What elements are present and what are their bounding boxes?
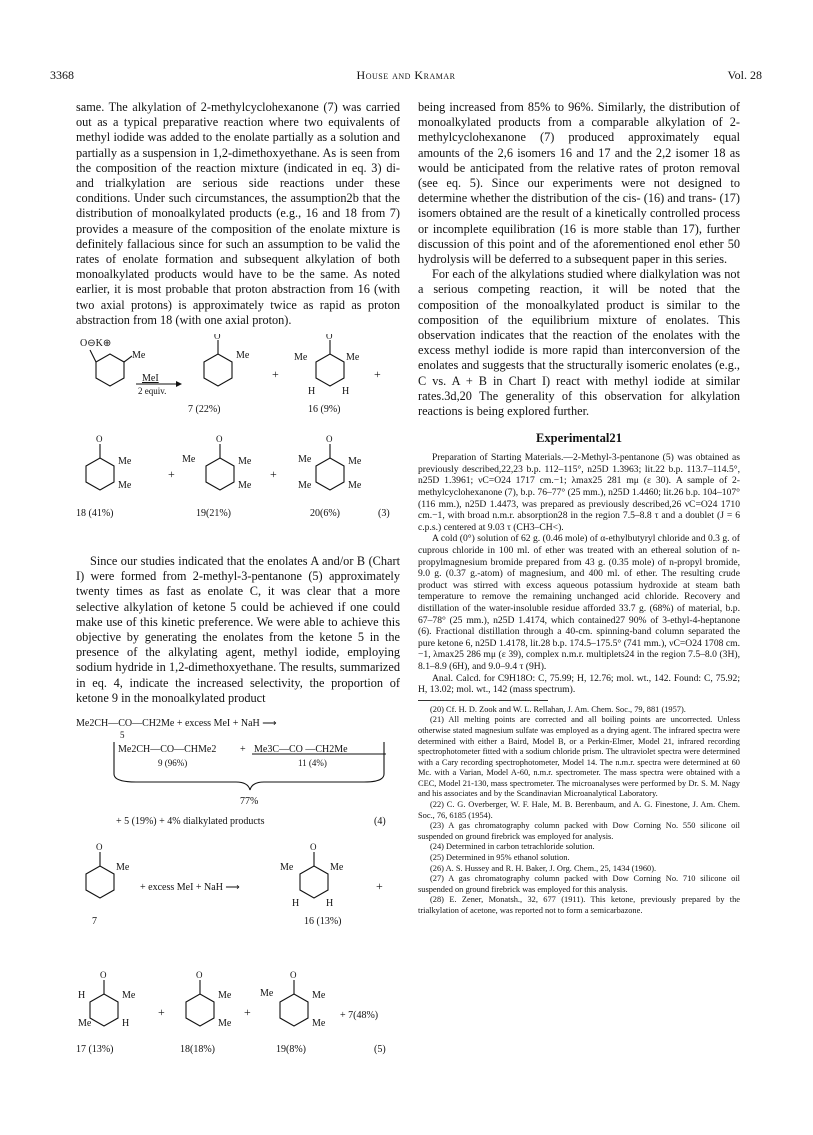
left-paragraph-2: Since our studies indicated that the enolates A and/or B (Chart I) were formed from 2-methyl-3-pentanone (5) approximately twenty times as fast as enolate C, it was clear that a more selective alkylation of ketone 5 could be achieved if one could make use of this kinetic preference. We were able to achieve this objective by generating the enolates from the ketone 5 in the presence of the alkylating agent, methyl iodide, employing sodium hydride in 1,2-dimethoxyethane. The results, summarized in eq. 4, indicate the increased selectivity, the proportion of ketone 9 in the monoalkylated product (76, 554, 400, 705)
footnote: (27) A gas chromatography column packed with Dow Corning No. 710 silicone oil suspended on ground firebrick was employed for this analysis. (418, 874, 740, 894)
eq5-product-18: 18(18%) (180, 1044, 215, 1056)
svg-text:Me: Me (260, 988, 274, 1000)
equation-3-scheme (76, 334, 400, 552)
svg-text:Me: Me (312, 990, 326, 1002)
eq5-product-16: 16 (13%) (304, 916, 342, 928)
eq4-total: 77% (240, 796, 259, 808)
svg-text:Me: Me (218, 1018, 232, 1030)
experimental-section (418, 452, 740, 695)
svg-text:Me: Me (312, 1018, 326, 1030)
svg-text:Me: Me (348, 480, 362, 492)
equation-4-scheme (76, 714, 400, 832)
svg-text:+: + (168, 467, 175, 482)
footnote: (20) Cf. H. D. Zook and W. L. Rellahan, J. Am. Chem. Soc., 79, 881 (1957). (430, 704, 686, 714)
experimental-paragraph-2: A cold (0°) solution of 62 g. (0.46 mole) of α-ethylbutyryl chloride and 0.3 g. of cuprous chloride in 100 ml. of ether was treated with an ethereal solution of n-propylmagnesium bromide prepared from 43 g. (0.35 mole) of n-propyl bromide, 9.0 g. (0.37 g.-atom) of magnesium, and 400 ml. of ether. The resulting crude product was stirred with excess aqueous potassium hydroxide at steam bath temperature to remove the remaining unchanged acid chloride. Recovery and distillation of the water-insoluble residue afforded 33.7 g. (68%) of material, b.p. 67–78° (25 mm.), n25D 1.4174, which contained27 90% of 3-ethyl-4-heptanone (6). Fractional distillation through a 40-cm. spinning-band column separated the pure ketone 6, n25D 1.4178, lit.28 b.p. 174.5–175.5° (741 mm.), νC=O24 1708 cm.−1, λmax25 286 mμ (ε 39), complex n.m.r. multiplets24 in the region 7.5–8.0 (3H), 8.1–8.9 (6H), and 9.0–9.4 τ (9H). (418, 533, 740, 672)
eq4-product-9: Me2CH—CO—CHMe2 (118, 744, 217, 756)
footnote: (21) All melting points are corrected and all boiling points are uncorrected. Unless otherwise stated magnesium sulfate was employed as a drying agent. The infrared spectra were determined with either a Baird, Model B, or a Perkin-Elmer, Model 21, infrared recording spectrophotometer fitted with a sodium chloride prism. The ultraviolet spectra were determined with a Cary recording spectrophotometer, Model 14. The n.m.r. spectra were determined at 60 Mc. with a Varian, Model A-60, n.m.r. spectrometer. The mass spectra were obtained with a CEC, Model 21-130, mass spectrometer. The microanalyses were performed by Dr. S. M. Nagy and his associates and by the Scandinavian Microanalytical Laboratory. (418, 715, 740, 799)
reagent-equiv: 2 equiv. (138, 386, 167, 397)
eq4-line1: Me2CH—CO—CH2Me + excess MeI + NaH ⟶ (76, 718, 277, 730)
right-paragraph-1: being increased from 85% to 96%. Similarly, the distribution of monoalkylated products from a comparable alkylation of 2-methylcyclohexanone (7) produced approximately equal amounts of the 2,6 isomers 16 and 17 and the 2,2 isomer 18 as would be anticipated from the relative rates of proton removal (see eq. 5). Since our experiments were not designed to determine whether the distribution of the cis- (16) and trans- (17) isomers obtained are the result of a kinetically controlled process or incomplete equilibration (16 is more stable than 17), further discussion of this point and of the aforementioned enol ether 50 hydrolysis will be deferred to a subsequent paper in this series. (418, 100, 740, 267)
svg-text:Me: Me (132, 350, 146, 362)
svg-text:O: O (326, 434, 333, 445)
svg-text:Me: Me (122, 990, 136, 1002)
eq4-product-11: Me3C—CO —CH2Me (254, 744, 348, 756)
svg-text:H: H (326, 898, 334, 910)
page-number: 3368 (50, 68, 74, 82)
compound-19: 19(21%) (196, 508, 231, 520)
svg-text:H: H (122, 1018, 130, 1030)
svg-text:+: + (158, 1005, 165, 1020)
footnote: (25) Determined in 95% ethanol solution. (430, 853, 570, 863)
eq4-yield-9: 9 (96%) (158, 758, 188, 769)
svg-text:+: + (240, 744, 246, 756)
svg-text:Me: Me (238, 456, 252, 468)
eq4-yield-11: 11 (4%) (298, 758, 327, 769)
svg-text:+: + (376, 879, 383, 894)
left-paragraph-1: same. The alkylation of 2-methylcyclohexanone (7) was carried out as a typical preparative reaction where two equivalents of methyl iodide was added to the enolate partially as a solution and partially as a suspension in 1,2-dimethoxyethane. As is seen from the composition of the reaction mixture (indicated in eq. 3) di- and trialkylation are serious side reactions under these conditions. Under such circumstances, the assumption2b that the distribution of monoalkylated products (e.g., 16 and 18 from 7) provides a measure of the composition of the enolate mixture is definitely fallacious since for such an assumption to be valid the rates of enolate formation and subsequent alkylation of both monoalkylated products would have to be the same. As noted earlier, it is most probable that proton abstraction from 16 (with two axial protons) is approximately twice as rapid as proton abstraction from 18 (with one axial proton). (76, 100, 400, 327)
running-title: House and Kramar (356, 68, 456, 82)
eq5-reagents: + excess MeI + NaH ⟶ (140, 882, 240, 894)
experimental-paragraph-1: Preparation of Starting Materials.—2-Methyl-3-pentanone (5) was obtained as previously described,22,23 b.p. 112–115°, n25D 1.3963; lit.22 b.p. 113.7–114.5°, n25D 1.3961; νC=O24 1717 cm.−1; λmax25 281 mμ (ε 30). A sample of 2-methylcyclohexanone (7), b.p. 76–77° (25 mm.), n25D 1.4460; lit.26 b.p. 104–107° (116 mm.), n25D 1.4473, was prepared as previously described,26 νC=O24 1710 cm.−1, with broad n.m.r. absorption28 in the region 7.5–8.8 τ and a doublet (J = 6 c.p.s.) centered at 9.03 τ (CH3–CH<). (418, 452, 740, 533)
svg-text:Me: Me (280, 862, 294, 874)
svg-text:O: O (96, 842, 103, 853)
footnote: (23) A gas chromatography column packed with Dow Corning No. 550 silicone oil suspended on ground firebrick was employed for analysis. (418, 821, 740, 841)
equation-4-number: (4) (374, 816, 386, 828)
compound-20: 20(6%) (310, 508, 340, 520)
enolate-label: O⊖K⊕ (80, 338, 112, 350)
right-paragraph-2: For each of the alkylations studied where dialkylation was not a serious competing reaction, it will be noted that the composition of the monoalkylated product is similar to the composition of the equilibrium mixture of enolates. This observation indicates that the reaction of the enolates with the excess methyl iodide is more rapid than interconversion of the enolates and suggests that the structurally isomeric enolates (e.g., C vs. A + B in Chart I) react with methyl iodide at similar rates.3d,20 The generality of this observation for alkylation reactions is being explored further. (418, 267, 740, 419)
svg-text:Me: Me (298, 454, 312, 466)
equation-5-scheme (76, 840, 400, 1072)
experimental-analysis: Anal. Calcd. for C9H18O: C, 75.99; H, 12.76; mol. wt., 142. Found: C, 75.92; H, 13.02; mol. wt., 142 (mass spectrum). (418, 672, 740, 696)
reagent-mei: MeI (142, 373, 159, 385)
svg-text:Me: Me (118, 480, 132, 492)
left-column (76, 100, 400, 1072)
svg-text:Me: Me (346, 352, 360, 364)
svg-text:Me: Me (330, 862, 344, 874)
svg-text:Me: Me (236, 350, 250, 362)
svg-text:Me: Me (218, 990, 232, 1002)
eq4-line3: + 5 (19%) + 4% dialkylated products (116, 816, 265, 828)
eq4-ketone-5: 5 (120, 730, 125, 741)
eq5-remaining-7: + 7(48%) (340, 1010, 379, 1022)
svg-text:Me: Me (294, 352, 308, 364)
svg-text:Me: Me (118, 456, 132, 468)
footnotes (418, 705, 740, 917)
compound-7: 7 (22%) (188, 404, 221, 416)
svg-text:+: + (270, 467, 277, 482)
footnote-rule (418, 700, 548, 701)
svg-text:Me: Me (182, 454, 196, 466)
svg-text:H: H (292, 898, 300, 910)
footnote: (24) Determined in carbon tetrachloride solution. (430, 842, 595, 852)
svg-text:+: + (244, 1005, 251, 1020)
eq5-compound-7: 7 (92, 916, 97, 928)
footnote: (26) A. S. Hussey and R. H. Baker, J. Org. Chem., 25, 1434 (1960). (430, 863, 657, 873)
svg-text:O: O (196, 970, 203, 981)
experimental-heading: Experimental21 (535, 431, 623, 446)
footnote: (22) C. G. Overberger, W. F. Hale, M. B. Berenbaum, and A. G. Finestone, J. Am. Chem. Soc., 76, 6185 (1954). (418, 800, 740, 820)
footnote: (28) E. Zener, Monatsh., 32, 677 (1911). This ketone, previously prepared by the trialkylation of acetone, was reported not to form a semicarbazone. (418, 895, 740, 916)
svg-text:Me: Me (116, 862, 130, 874)
svg-text:Me: Me (238, 480, 252, 492)
svg-text:H: H (78, 990, 86, 1002)
svg-text:Me: Me (348, 456, 362, 468)
compound-16: 16 (9%) (308, 404, 341, 416)
running-header (50, 68, 762, 86)
equation-5-number: (5) (374, 1044, 386, 1056)
svg-text:O: O (326, 334, 333, 342)
right-column (418, 100, 740, 917)
svg-text:O: O (214, 334, 221, 342)
svg-text:O: O (290, 970, 297, 981)
svg-text:+: + (272, 367, 279, 382)
svg-text:+: + (374, 367, 381, 382)
svg-text:O: O (310, 842, 317, 853)
svg-text:Me: Me (298, 480, 312, 492)
svg-text:O: O (216, 434, 223, 445)
svg-text:H: H (342, 386, 350, 398)
svg-text:H: H (308, 386, 316, 398)
equation-3-number: (3) (378, 508, 390, 520)
svg-text:O: O (96, 434, 103, 445)
volume-label: Vol. 28 (727, 68, 762, 82)
eq5-product-17: 17 (13%) (76, 1044, 114, 1056)
compound-18: 18 (41%) (76, 508, 114, 520)
svg-text:O: O (100, 970, 107, 981)
eq5-product-19: 19(8%) (276, 1044, 306, 1056)
svg-text:Me: Me (78, 1018, 92, 1030)
